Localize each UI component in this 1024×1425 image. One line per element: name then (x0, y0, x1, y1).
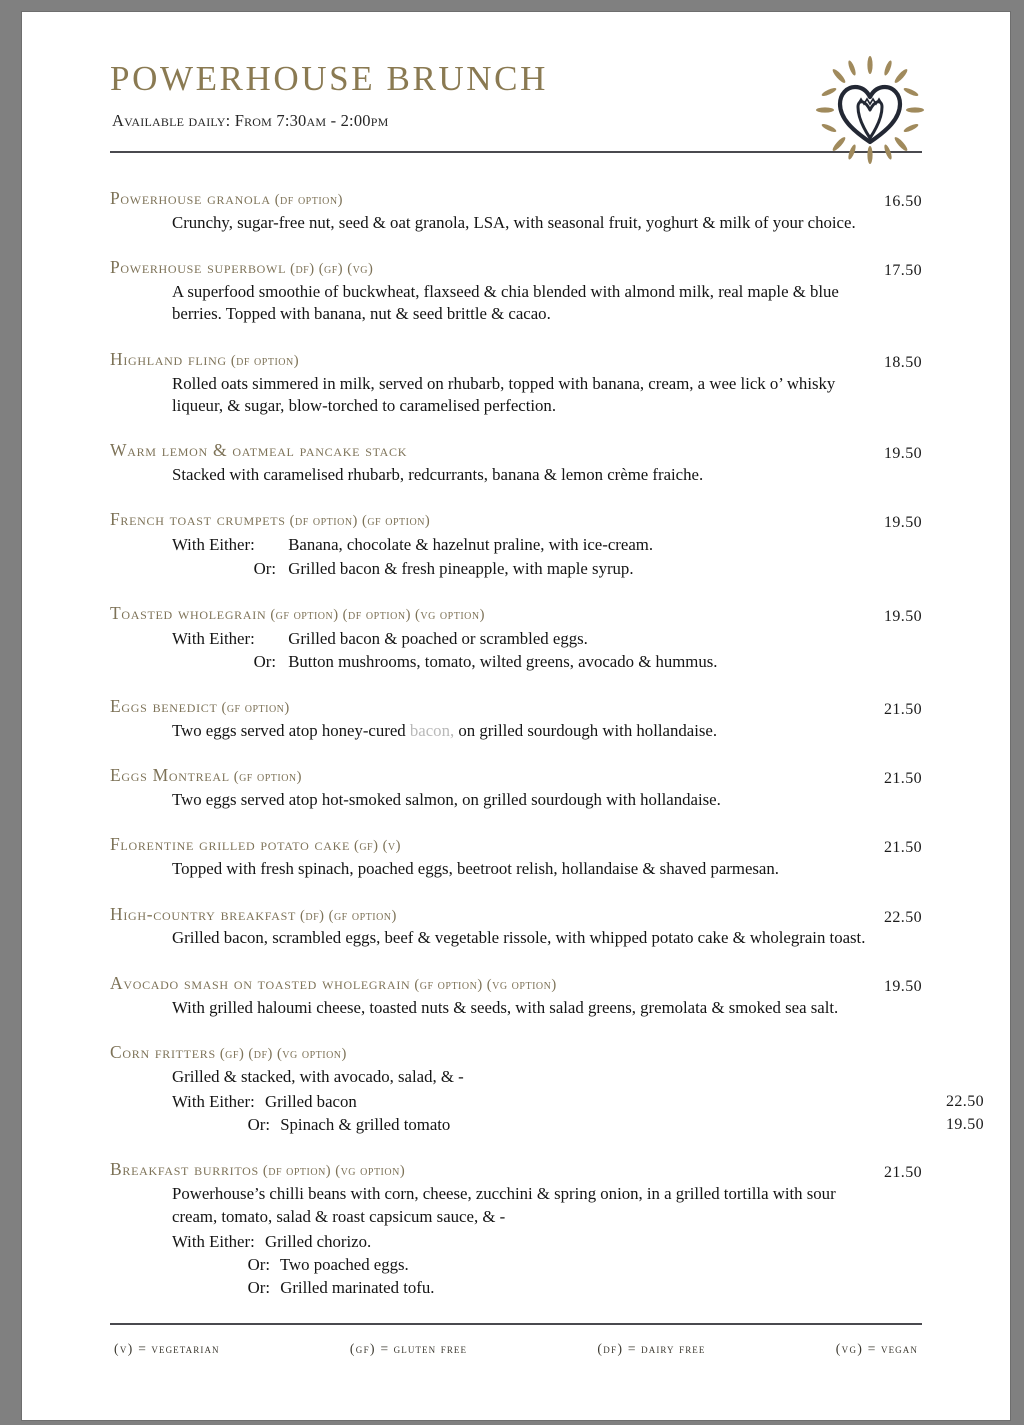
menu-item (110, 509, 922, 579)
option-row (172, 1090, 984, 1113)
item-price: 19.50 (884, 445, 922, 463)
legend-label: vegetarian (151, 1340, 220, 1356)
option-row (172, 627, 922, 650)
option-text: Button mushrooms, tomato, wilted greens, avocado & hummus. (288, 651, 718, 671)
item-diet-tags: (gf) (v) (354, 838, 401, 855)
item-header (110, 603, 922, 625)
item-description: Two eggs served atop hot-smoked salmon, on grilled sourdough with hollandaise. (172, 789, 721, 809)
legend-code: (v) (114, 1340, 134, 1356)
option-price: 22.50 (946, 1093, 984, 1111)
menu-item (110, 440, 922, 486)
menu-item (110, 1041, 984, 1137)
print-artifact: bacon, (409, 720, 455, 740)
item-name: Powerhouse superbowl (110, 257, 287, 278)
option-lead: Or: (253, 651, 276, 671)
item-price: 21.50 (884, 1164, 922, 1182)
item-diet-tags: (gf option) (233, 769, 302, 786)
item-option-rows (172, 1230, 922, 1300)
item-description: Powerhouse’s chilli beans with corn, cheese, zucchini & spring onion, in a grilled tortilla with sour cream, tomato, salad & roast capsicum sauce, & - (172, 1184, 836, 1226)
item-header (110, 188, 922, 210)
option-lead: Or: (247, 1115, 270, 1135)
option-lead: With Either: (172, 1092, 255, 1112)
item-price: 21.50 (884, 700, 922, 718)
legend-equals: = (627, 1340, 637, 1356)
option-row (172, 1253, 922, 1276)
legend-label: dairy free (641, 1340, 706, 1356)
item-name: Eggs Montreal (110, 765, 230, 786)
item-header (110, 257, 922, 279)
menu-item-list (110, 188, 984, 1300)
item-price: 21.50 (884, 770, 922, 788)
sunburst-heart-logo-icon (808, 54, 932, 166)
option-lead: With Either: (172, 1232, 255, 1251)
item-header (110, 834, 922, 856)
item-header (110, 904, 922, 926)
item-priced-option-rows (172, 1090, 984, 1136)
legend-item-vegetarian (114, 1341, 220, 1357)
item-header (110, 973, 922, 995)
item-description: Crunchy, sugar-free nut, seed & oat granola, LSA, with seasonal fruit, yoghurt & milk of your choice. (172, 212, 856, 232)
item-price: 19.50 (884, 977, 922, 995)
option-text: Grilled bacon (264, 1092, 357, 1112)
item-name: Toasted wholegrain (110, 602, 267, 623)
legend-equals: = (138, 1340, 147, 1356)
item-diet-tags: (df option) (vg option) (262, 1163, 406, 1180)
option-row (172, 557, 922, 580)
item-header (110, 696, 922, 718)
menu-item (110, 1159, 922, 1299)
item-diet-tags: (df option) (gf option) (289, 513, 431, 530)
item-header (110, 509, 922, 531)
legend-code: (gf) (349, 1340, 376, 1356)
option-text: Grilled chorizo. (264, 1232, 372, 1251)
item-description: Grilled bacon, scrambled eggs, beef & vegetable rissole, with whipped potato cake & wholegrain toast. (172, 928, 866, 948)
item-name: Highland fling (110, 348, 227, 369)
item-diet-tags: (df) (gf) (vg) (290, 261, 374, 278)
item-description: Grilled & stacked, with avocado, salad, & - (172, 1066, 464, 1086)
item-description: Topped with fresh spinach, poached eggs, beetroot relish, hollandaise & shaved parmesan. (172, 859, 779, 879)
item-diet-tags: (gf option) (221, 699, 290, 716)
menu-page (22, 12, 1010, 1420)
option-text: Grilled bacon & fresh pineapple, with maple syrup. (288, 558, 634, 578)
page-title: POWERHOUSE BRUNCH (110, 59, 548, 98)
item-price: 21.50 (884, 839, 922, 857)
option-text: Two poached eggs. (279, 1255, 409, 1275)
item-name: Avocado smash on toasted wholegrain (110, 972, 411, 993)
option-row (172, 533, 922, 556)
option-lead: With Either: (172, 535, 255, 555)
menu-content (110, 59, 984, 1357)
header-divider (110, 151, 922, 153)
item-price: 19.50 (884, 514, 922, 532)
item-name: French toast crumpets (110, 509, 286, 530)
availability-line (112, 111, 922, 131)
availability-value: From 7:30am - 2:00pm (234, 110, 389, 130)
diet-legend (110, 1341, 922, 1357)
item-header (110, 1042, 922, 1064)
item-price: 17.50 (884, 262, 922, 280)
item-price: 22.50 (884, 908, 922, 926)
option-row (172, 1276, 922, 1299)
menu-item (110, 257, 922, 326)
item-diet-tags: (df) (gf option) (300, 907, 397, 924)
item-name: High-country breakfast (110, 903, 297, 924)
item-header (110, 765, 922, 787)
menu-item (110, 349, 922, 418)
menu-header (110, 60, 922, 164)
legend-item-gluten-free (350, 1341, 467, 1357)
menu-item (110, 696, 922, 742)
availability-label: Available daily: (112, 110, 231, 130)
item-name: Breakfast burritos (110, 1159, 259, 1180)
item-header (110, 440, 922, 462)
item-name: Eggs benedict (110, 695, 218, 716)
item-price: 16.50 (884, 193, 922, 210)
item-name: Warm lemon & oatmeal pancake stack (110, 440, 408, 461)
legend-equals: = (380, 1340, 390, 1356)
item-description: Stacked with caramelised rhubarb, redcurrants, banana & lemon crème fraiche. (172, 465, 704, 485)
menu-item (110, 834, 922, 880)
legend-equals: = (867, 1340, 877, 1356)
item-description: With grilled haloumi cheese, toasted nuts & seeds, with salad greens, gremolata & smoked sea salt. (172, 997, 839, 1017)
item-price: 19.50 (884, 607, 922, 625)
option-text: Grilled marinated tofu. (280, 1278, 435, 1298)
item-header (110, 349, 922, 371)
option-text: Spinach & grilled tomato (280, 1115, 451, 1135)
menu-item (110, 904, 922, 950)
legend-label: vegan (880, 1340, 918, 1356)
legend-code: (df) (597, 1340, 624, 1356)
legend-label: gluten free (393, 1340, 468, 1356)
option-lead: Or: (253, 558, 276, 578)
legend-item-vegan (836, 1341, 918, 1357)
option-price: 19.50 (946, 1116, 984, 1134)
item-diet-tags: (gf option) (vg option) (414, 976, 557, 993)
option-row (172, 1230, 922, 1253)
option-lead: Or: (247, 1278, 270, 1298)
option-row (172, 1113, 984, 1136)
option-text: Banana, chocolate & hazelnut praline, with ice-cream. (288, 535, 654, 555)
option-text: Grilled bacon & poached or scrambled eggs. (288, 628, 588, 648)
item-name: Florentine grilled potato cake (110, 834, 350, 855)
option-lead: With Either: (172, 628, 255, 648)
legend-code: (vg) (835, 1340, 864, 1356)
item-diet-tags: (gf) (df) (vg option) (219, 1045, 347, 1062)
menu-item (110, 765, 922, 811)
item-description: A superfood smoothie of buckwheat, flaxseed & chia blended with almond milk, real maple & blue berries. Topped with banana, nut & seed brittle & cacao. (172, 282, 839, 324)
item-header (110, 1159, 922, 1181)
item-diet-tags: (df option) (274, 192, 343, 208)
item-diet-tags: (df option) (230, 352, 300, 369)
item-name: Powerhouse granola (110, 188, 271, 208)
item-description: Rolled oats simmered in milk, served on rhubarb, topped with banana, cream, a wee lick o’ whisky liqueur, & sugar, blow-torched to caramelised perfection. (172, 373, 836, 415)
item-name: Corn fritters (110, 1041, 216, 1062)
item-description: Two eggs served atop honey-cured bacon, on grilled sourdough with hollandaise. (172, 720, 718, 740)
item-diet-tags: (gf option) (df option) (vg option) (270, 606, 485, 623)
menu-item (110, 603, 922, 673)
item-option-rows (172, 533, 922, 579)
option-row (172, 650, 922, 673)
item-option-rows (172, 627, 922, 673)
option-lead: Or: (247, 1255, 270, 1275)
item-price: 18.50 (884, 353, 922, 371)
legend-item-dairy-free (597, 1341, 705, 1357)
footer-divider (110, 1323, 922, 1325)
menu-item (110, 973, 922, 1019)
menu-item (110, 188, 922, 234)
